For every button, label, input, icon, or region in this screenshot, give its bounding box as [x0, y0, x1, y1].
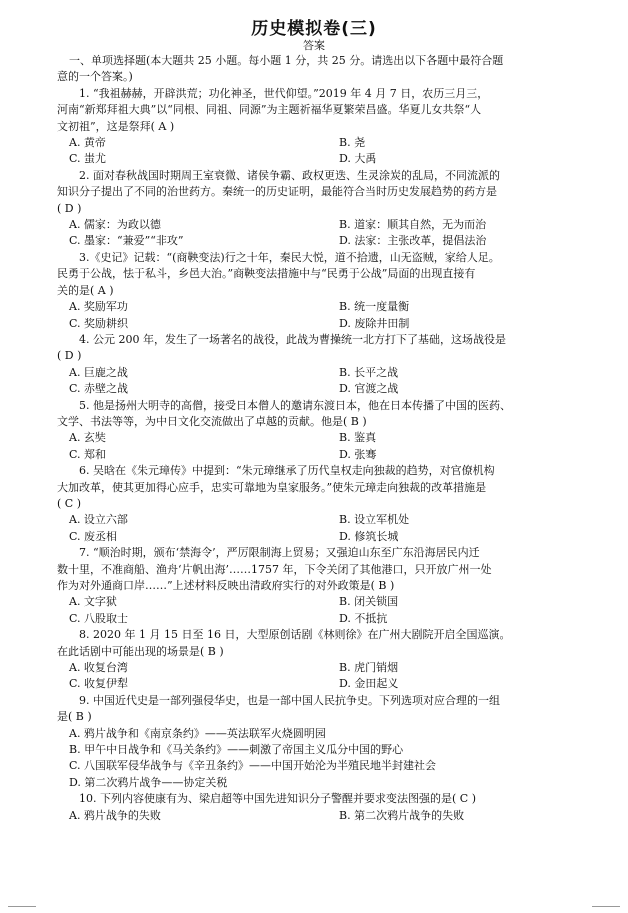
option-c: C. 墨家：“兼爱”“非攻”	[69, 234, 184, 248]
question-4-text: ( D )	[57, 349, 82, 363]
option-a: A. 设立六部	[69, 513, 128, 527]
question-6-text: 大加改革，使其更加得心应手，忠实可靠地为皇家服务。”使朱元璋走向独裁的改革措施是	[57, 480, 487, 494]
question-9-options	[57, 742, 597, 758]
option-d: D. 大禹	[339, 152, 377, 166]
question-5-text: 文学、书法等等，为中日文化交流做出了卓越的贡献。他是( B )	[57, 414, 367, 428]
question-2-options	[57, 217, 597, 233]
option-b: B. 道家：顺其自然，无为而治	[339, 218, 487, 232]
option-c: C. 八国联军侵华战争与《辛丑条约》——中国开始沦为半殖民地半封建社会	[69, 759, 437, 773]
option-d: D. 张骞	[339, 447, 377, 461]
page-subtitle: 答案	[303, 39, 325, 52]
option-b: B. 长平之战	[339, 365, 399, 379]
exam-content	[57, 53, 597, 824]
option-a: A. 儒家：为政以德	[69, 218, 161, 232]
option-b: B. 虎门销烟	[339, 661, 399, 675]
question-9-text: 9. 中国近代史是一部列强侵华史，也是一部中国人民抗争史。下列选项对应合理的一组	[79, 693, 500, 707]
question-4-text: 4. 公元 200 年，发生了一场著名的战役，此战为曹操统一北方打下了基础，这场战役是	[79, 332, 506, 346]
question-10-text: 10. 下列内容使康有为、梁启超等中国先进知识分子警醒并要求变法图强的是( C )	[79, 792, 476, 806]
question-5-options	[57, 430, 597, 446]
question-10-options	[57, 808, 597, 824]
question-6-text: ( C )	[57, 496, 81, 510]
page-title: 历史模拟卷(三)	[251, 19, 377, 39]
question-8-text: 在此话剧中可能出现的场景是( B )	[57, 644, 224, 658]
option-b: B. 第二次鸦片战争的失败	[339, 808, 465, 822]
question-9-options	[57, 758, 597, 774]
option-d: D. 修筑长城	[339, 529, 399, 543]
option-d: D. 官渡之战	[339, 382, 399, 396]
option-b: B. 鉴真	[339, 431, 377, 445]
option-c: C. 奖励耕织	[69, 316, 129, 330]
question-3-options	[57, 316, 597, 332]
question-3-text: 3.《史记》记载：“(商鞅变法)行之十年，秦民大悦，道不拾遗，山无盗贼，家给人足。	[79, 250, 500, 264]
question-1-options	[57, 135, 597, 151]
option-d: D. 金田起义	[339, 677, 399, 691]
option-c: C. 蚩尤	[69, 152, 107, 166]
question-9-text: 是( B )	[57, 710, 92, 724]
section-intro-cont: 意的一个答案。)	[57, 70, 133, 84]
question-7-options	[57, 594, 597, 610]
question-3-text: 关的是( A )	[57, 283, 114, 297]
page-corner-mark-right	[592, 906, 620, 907]
question-2-options	[57, 233, 597, 249]
question-8-text: 8. 2020 年 1 月 15 日至 16 日，大型原创话剧《林则徐》在广州大剧院开启全国巡演。	[79, 628, 511, 642]
option-b: B. 设立军机处	[339, 513, 410, 527]
option-d: D. 第二次鸦片战争——协定关税	[69, 775, 228, 789]
question-1-text: 文初祖”，这是祭拜( A )	[57, 119, 175, 133]
option-a: A. 奖励军功	[69, 300, 128, 314]
question-9-options	[57, 775, 597, 791]
question-2-text: 知识分子提出了不同的治世药方。秦统一的历史证明，最能符合当时历史发展趋势的药方是	[57, 185, 497, 199]
question-5-options	[57, 447, 597, 463]
question-4-options	[57, 381, 597, 397]
question-1-text: 1. “我祖赫赫，开辟洪荒；功化神圣，世代仰望。”2019 年 4 月 7 日，农历三月三，	[79, 86, 489, 100]
option-b: B. 闭关锁国	[339, 595, 399, 609]
question-2-text: ( D )	[57, 201, 82, 215]
section-intro: 一、单项选择题(本大题共 25 小题。每小题 1 分，共 25 分。请选出以下各题中最符合题	[69, 54, 504, 67]
question-6-options	[57, 512, 597, 528]
option-a: A. 黄帝	[69, 136, 106, 150]
question-7-text: 数十里，不准商船、渔舟‘片帆出海’……1757 年，下令关闭了其他港口，只开放广州一处	[57, 562, 492, 576]
option-c: C. 赤壁之战	[69, 382, 129, 396]
question-7-text: 7. “顺治时期，颁布‘禁海令’，严厉限制海上贸易；又强迫山东至广东沿海居民内迁	[79, 546, 480, 560]
question-2-text: 2. 面对春秋战国时期周王室衰微、诸侯争霸、政权更迭、生灵涂炭的乱局，不同流派的	[79, 168, 500, 182]
question-8-options	[57, 676, 597, 692]
option-a: A. 文字狱	[69, 595, 117, 609]
option-a: A. 鸦片战争的失败	[69, 808, 161, 822]
question-1-text: 河南“新郑拜祖大典”以“同根、同祖、同源”为主题祈福华夏繁荣昌盛。华夏儿女共祭“人	[57, 103, 482, 117]
question-3-options	[57, 299, 597, 315]
question-4-options	[57, 365, 597, 381]
option-b: B. 尧	[339, 136, 366, 150]
question-3-text: 民勇于公战，怯于私斗，乡邑大治。”商鞅变法措施中与“民勇于公战”局面的出现直接有	[57, 267, 476, 281]
option-b: B. 甲午中日战争和《马关条约》——刺激了帝国主义瓜分中国的野心	[69, 743, 404, 757]
option-a: A. 收复台湾	[69, 661, 128, 675]
option-a: A. 巨鹿之战	[69, 365, 128, 379]
option-a: A. 鸦片战争和《南京条约》——英法联军火烧圆明园	[69, 726, 326, 740]
question-8-options	[57, 660, 597, 676]
option-c: C. 收复伊犁	[69, 677, 129, 691]
question-7-text: 作为对外通商口岸……”上述材料反映出清政府实行的对外政策是( B )	[57, 579, 395, 592]
option-c: C. 废丞相	[69, 529, 118, 543]
question-9-options	[57, 726, 597, 742]
question-6-options	[57, 529, 597, 545]
question-7-options	[57, 611, 597, 627]
option-c: C. 郑和	[69, 447, 107, 461]
question-5-text: 5. 他是扬州大明寺的高僧，接受日本僧人的邀请东渡日本，他在日本传播了中国的医药、	[79, 398, 511, 412]
option-d: D. 法家：主张改革，提倡法治	[339, 234, 487, 248]
question-6-text: 6. 吴晗在《朱元璋传》中提到：“朱元璋继承了历代皇权走向独裁的趋势，对官僚机构	[79, 464, 495, 478]
question-1-options	[57, 151, 597, 167]
option-d: D. 不抵抗	[339, 611, 388, 625]
option-d: D. 废除井田制	[339, 316, 410, 330]
page-corner-mark-left	[8, 906, 36, 907]
option-c: C. 八股取士	[69, 611, 129, 625]
option-a: A. 玄奘	[69, 431, 106, 445]
option-b: B. 统一度量衡	[339, 300, 410, 314]
